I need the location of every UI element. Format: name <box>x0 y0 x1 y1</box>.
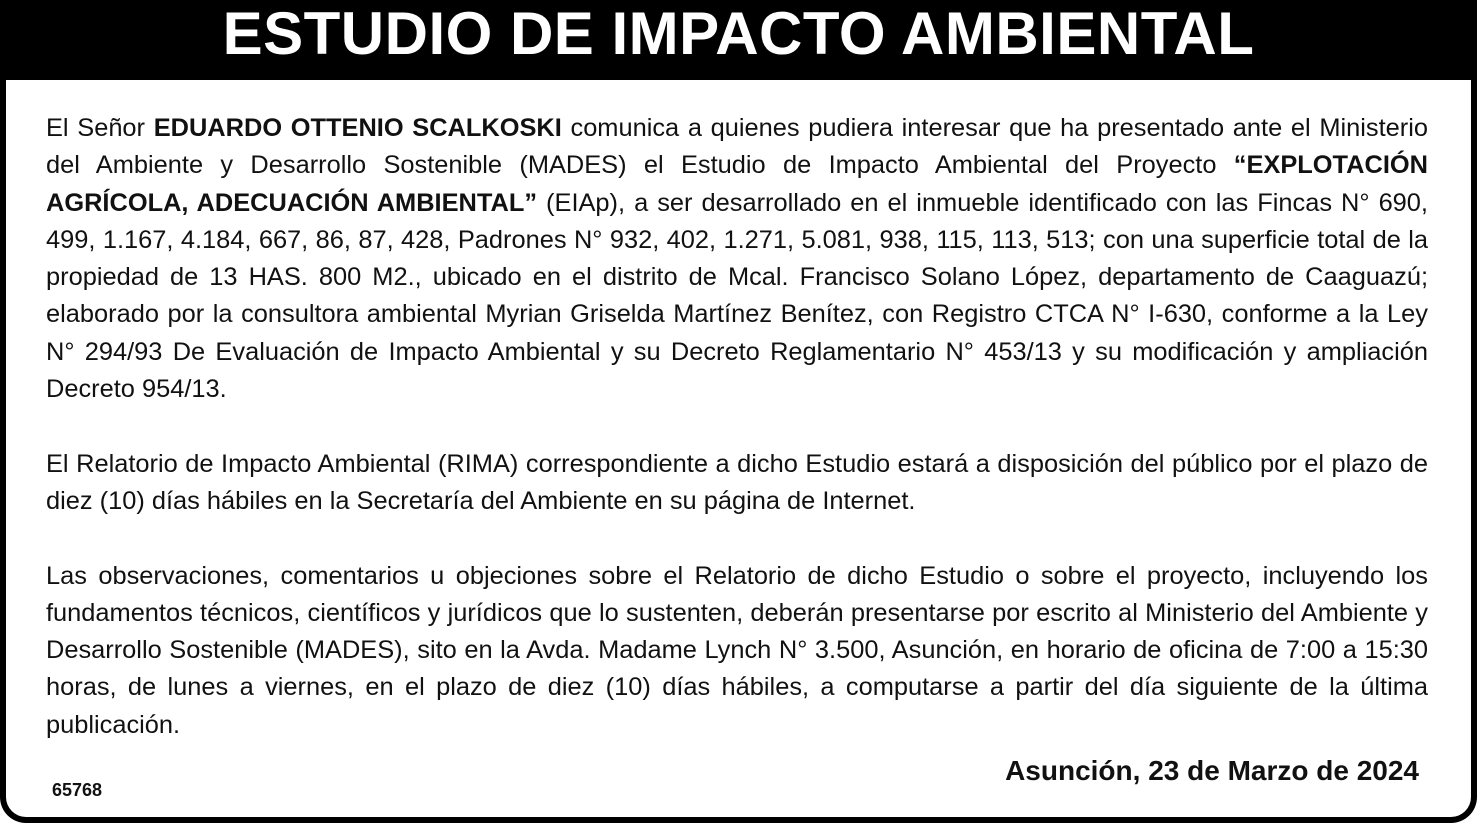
intro-text: El Señor <box>46 114 154 142</box>
title-banner <box>6 0 1471 80</box>
paragraph-observations: Las observaciones, comentarios u objeciones sobre el Relatorio de dicho Estudio o sobre el proyecto, incluyendo los fundamentos técnicos, científicos y jurídicos que lo sustenten, deberán presentarse por escrito al Ministerio del Ambiente y Desarrollo Sostenible (MADES), sito en la Avda. Madame Lynch N° 3.500, Asunción, en horario de oficina de 7:00 a 15:30 horas, de lunes a viernes, en el plazo de diez (10) días hábiles, a computarse a partir del día siguiente de la última publicación. <box>46 561 1428 739</box>
notice-body <box>46 110 1428 744</box>
ad-number: 65768 <box>52 780 103 800</box>
presentation-text: comunica a quienes pudiera interesar que ha presentado ante el Ministerio del Ambiente y Desarrollo Sostenible (MADES) el Estudio de Impacto Ambiental del Proyecto <box>46 114 1428 180</box>
project-details-text: (EIAp), a ser desarrollado en el inmueble identificado con las Fincas N° 690, 499, 1.167, 4.184, 667, 86, 87, 428, Padrones N° 932, 402, 1.271, 5.081, 938, 115, 113, 513; con una superficie total de la propiedad de 13 HAS. 800 M2., ubicado en el distrito de Mcal. Francisco Solano López, departamento de Caaguazú; elaborado por la consultora ambiental Myrian Griselda Martínez Benítez, con Registro CTCA N° I-630, conforme a la Ley N° 294/93 De Evaluación de Impacto Ambiental y su Decreto Reglamentario N° 453/13 y su modificación y ampliación Decreto 954/13. <box>46 188 1428 404</box>
paragraph-presentation <box>46 110 1428 408</box>
proponent-name: EDUARDO OTTENIO SCALKOSKI <box>153 114 562 142</box>
project-name: “EXPLOTACIÓN AGRÍCOLA, ADECUACIÓN AMBIENTAL” <box>46 151 1428 217</box>
notice-title: ESTUDIO DE IMPACTO AMBIENTAL <box>222 0 1255 67</box>
notice-date: Asunción, 23 de Marzo de 2024 <box>1005 755 1419 786</box>
paragraph-rima: El Relatorio de Impacto Ambiental (RIMA) correspondiente a dicho Estudio estará a disposición del público por el plazo de diez (10) días hábiles en la Secretaría del Ambiente en su página de Internet. <box>46 449 1428 515</box>
